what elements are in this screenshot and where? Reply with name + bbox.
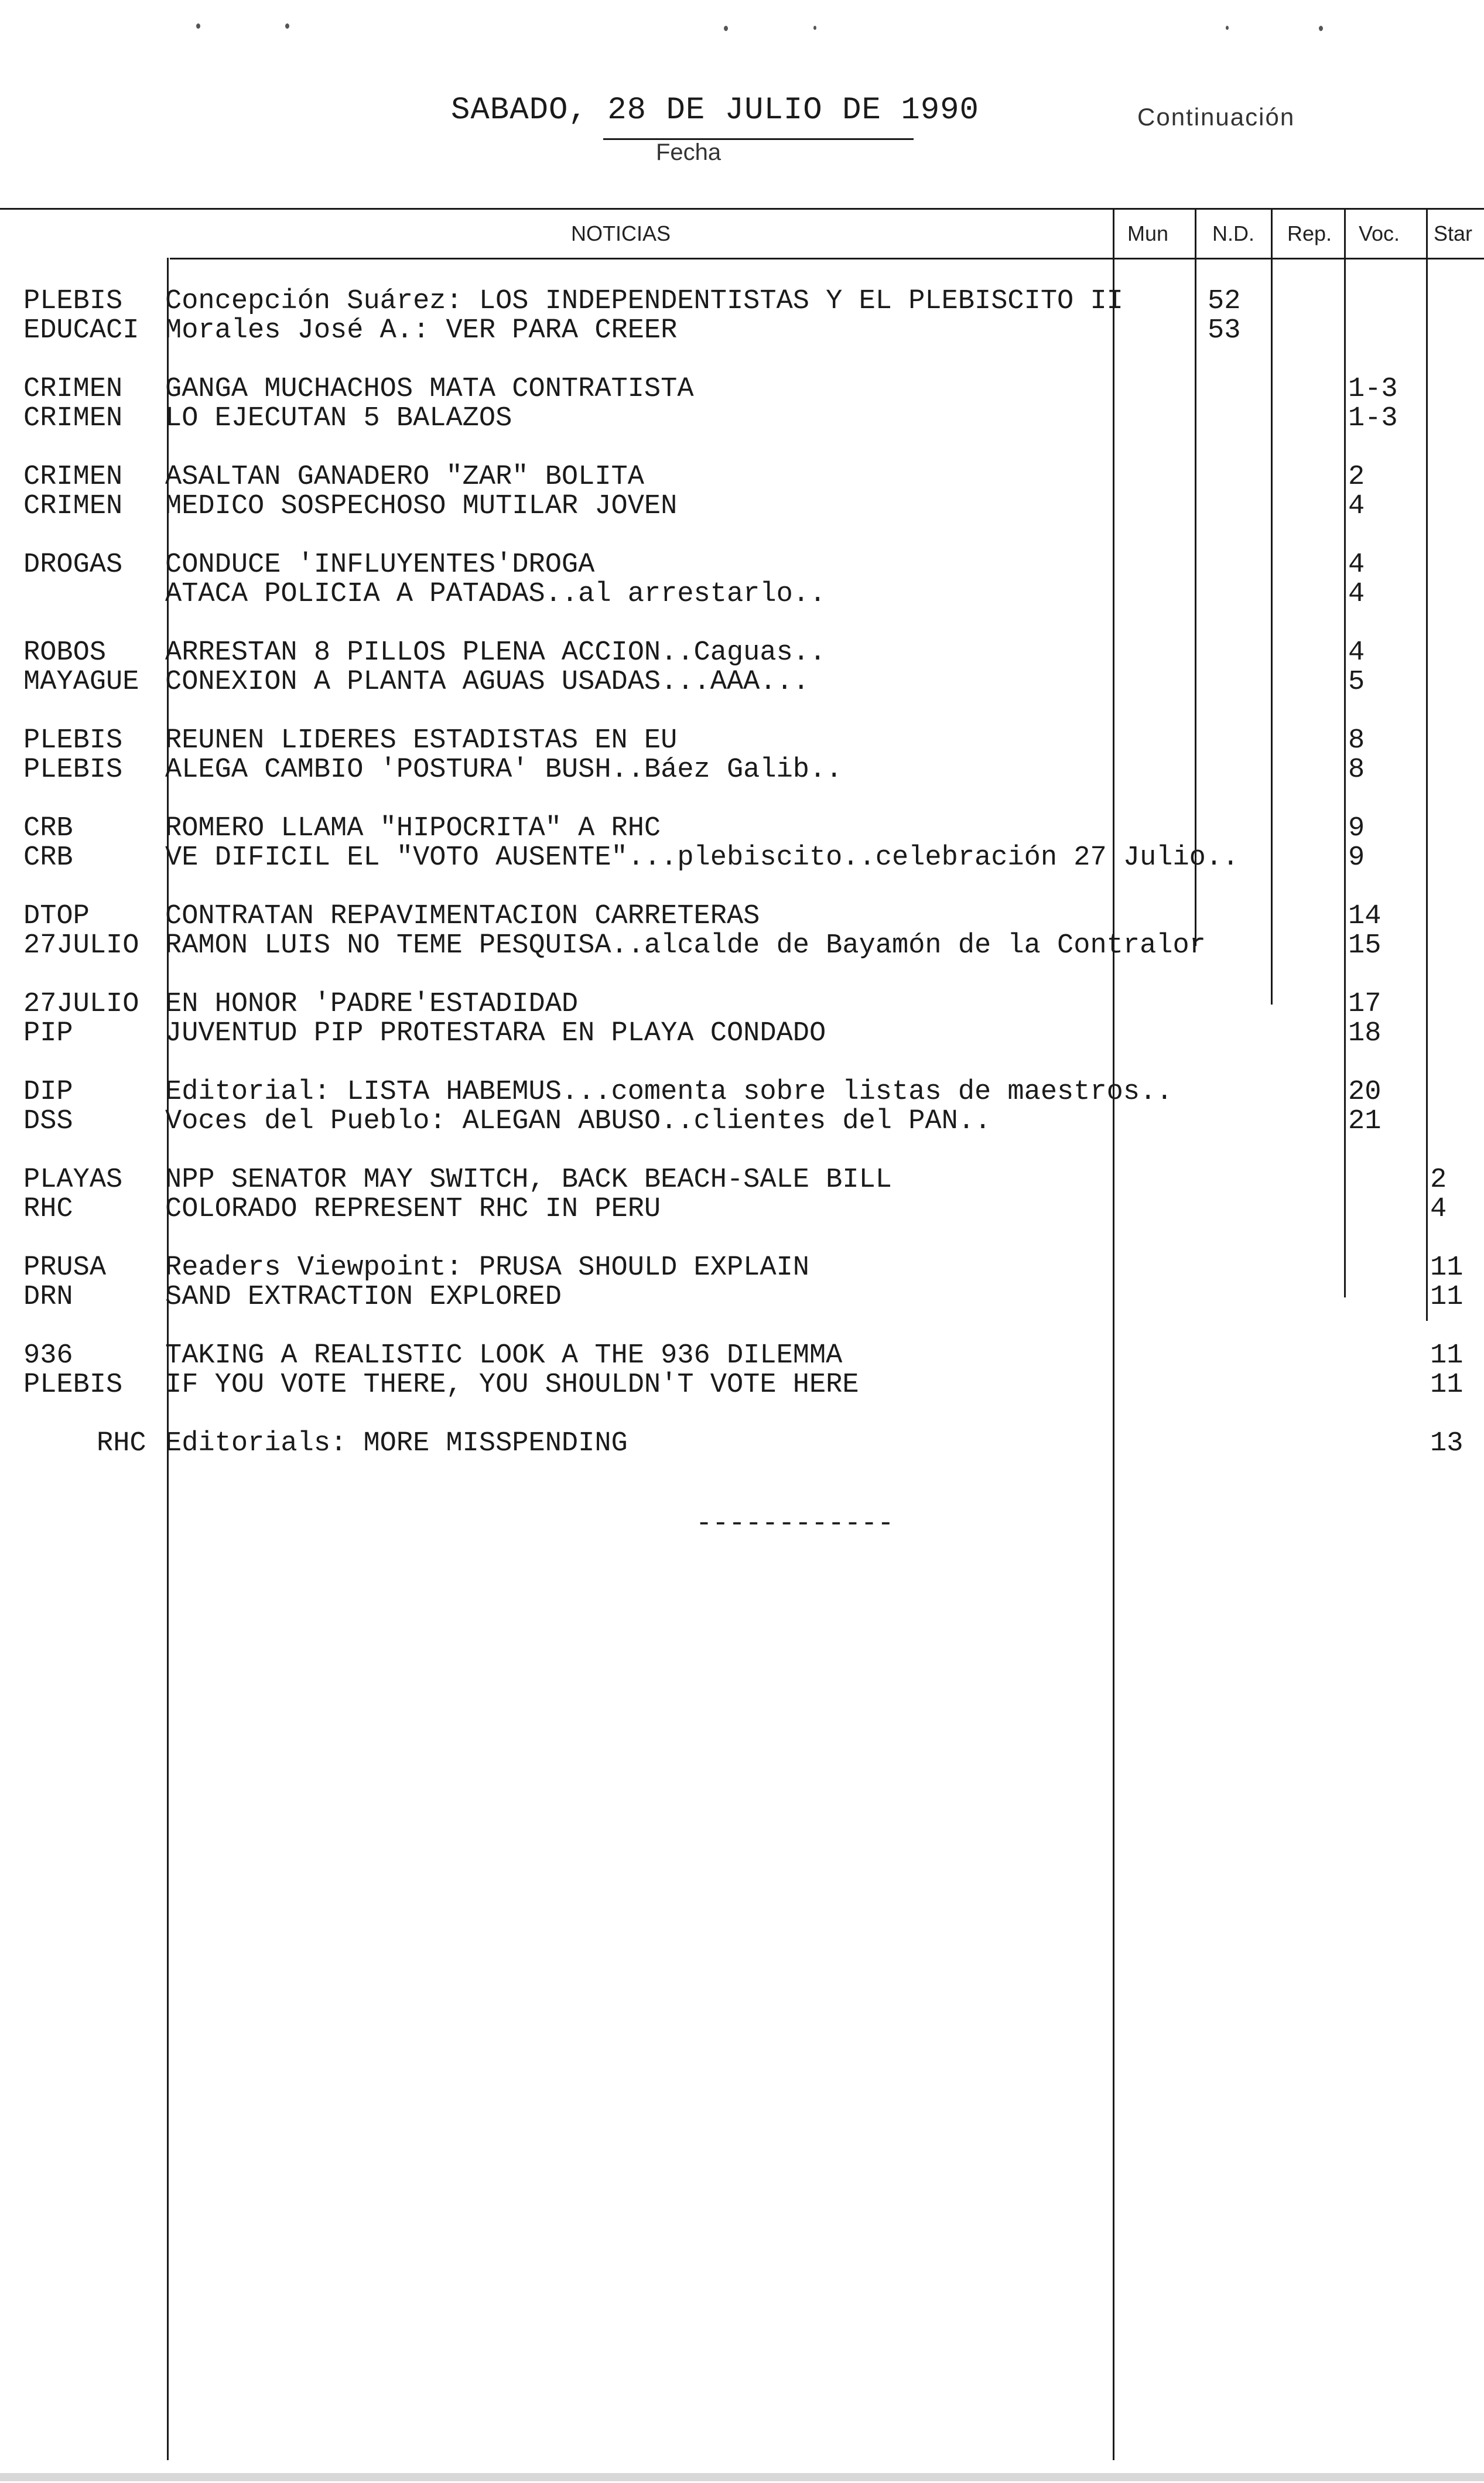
row-voc-page: 2 (1348, 462, 1365, 493)
table-top-rule (0, 208, 1484, 210)
row-voc-page: 4 (1348, 637, 1365, 668)
row-headline: ASALTAN GANADERO "ZAR" BOLITA (165, 462, 644, 493)
row-star-page: 13 (1430, 1428, 1464, 1459)
row-headline: CONEXION A PLANTA AGUAS USADAS...AAA... (165, 667, 809, 698)
row-star-page: 2 (1430, 1164, 1447, 1196)
row-category: DTOP (23, 901, 90, 932)
row-category: CRIMEN (23, 374, 123, 405)
row-headline: VE DIFICIL EL "VOTO AUSENTE"...plebiscito..celebración 27 Julio.. (165, 842, 1239, 873)
row-category: CRIMEN (23, 462, 123, 493)
mun-column-rule (1113, 208, 1114, 2460)
column-header-rep: Rep. (1287, 221, 1332, 245)
row-category: ROBOS (23, 637, 107, 668)
row-voc-page: 1-3 (1348, 374, 1398, 405)
row-voc-page: 4 (1348, 549, 1365, 580)
row-nd-page: 53 (1208, 315, 1241, 346)
row-headline: RAMON LUIS NO TEME PESQUISA..alcalde de Bayamón de la Contralor (165, 930, 1206, 961)
row-category: CRB (23, 842, 73, 873)
continuation-label: Continuación (1137, 103, 1295, 131)
row-star-page: 4 (1430, 1194, 1447, 1225)
row-voc-page: 15 (1348, 930, 1382, 961)
row-category: CRIMEN (23, 403, 123, 434)
row-category: PLEBIS (23, 286, 123, 317)
row-headline: CONTRATAN REPAVIMENTACION CARRETERAS (165, 901, 760, 932)
scan-edge (0, 2473, 1484, 2481)
scan-speck (196, 23, 200, 29)
row-category: PIP (23, 1018, 73, 1049)
row-category: PLEBIS (23, 1369, 123, 1401)
row-headline: ATACA POLICIA A PATADAS..al arrestarlo.. (165, 579, 826, 610)
row-headline: COLORADO REPRESENT RHC IN PERU (165, 1194, 661, 1225)
row-headline: EN HONOR 'PADRE'ESTADIDAD (165, 989, 579, 1020)
row-headline: ALEGA CAMBIO 'POSTURA' BUSH..Báez Galib.. (165, 754, 843, 785)
row-headline: IF YOU VOTE THERE, YOU SHOULDN'T VOTE HERE (165, 1369, 859, 1401)
nd-column-rule (1195, 208, 1196, 946)
row-headline: SAND EXTRACTION EXPLORED (165, 1282, 562, 1313)
row-category: DROGAS (23, 549, 123, 580)
column-header-mun: Mun (1127, 221, 1169, 245)
row-headline: ARRESTAN 8 PILLOS PLENA ACCION..Caguas.. (165, 637, 826, 668)
scan-speck (813, 26, 816, 30)
row-headline: Morales José A.: VER PARA CREER (165, 315, 678, 346)
row-headline: LO EJECUTAN 5 BALAZOS (165, 403, 512, 434)
column-header-voc: Voc. (1359, 221, 1400, 245)
column-header-nd: N.D. (1212, 221, 1254, 245)
row-headline: Voces del Pueblo: ALEGAN ABUSO..clientes del PAN.. (165, 1106, 991, 1137)
row-category: MAYAGUE (23, 667, 139, 698)
row-category: DIP (23, 1077, 73, 1108)
voc-column-rule (1344, 208, 1346, 1297)
date-label: Fecha (656, 139, 722, 165)
row-voc-page: 8 (1348, 725, 1365, 756)
scan-speck (1319, 26, 1323, 31)
row-headline: Editorial: LISTA HABEMUS...comenta sobre listas de maestros.. (165, 1077, 1173, 1108)
row-headline: CONDUCE 'INFLUYENTES'DROGA (165, 549, 595, 580)
row-headline: NPP SENATOR MAY SWITCH, BACK BEACH-SALE BILL (165, 1164, 893, 1196)
row-category: PLAYAS (23, 1164, 123, 1196)
row-category: RHC (23, 1194, 73, 1225)
row-voc-page: 5 (1348, 667, 1365, 698)
row-headline: JUVENTUD PIP PROTESTARA EN PLAYA CONDADO (165, 1018, 826, 1049)
row-category: EDUCACI (23, 315, 139, 346)
row-voc-page: 4 (1348, 579, 1365, 610)
row-headline: Concepción Suárez: LOS INDEPENDENTISTAS Y EL PLEBISCITO II (165, 286, 1123, 317)
row-category: DSS (23, 1106, 73, 1137)
row-category: RHC (97, 1428, 146, 1459)
row-headline: Readers Viewpoint: PRUSA SHOULD EXPLAIN (165, 1252, 809, 1283)
row-category: PRUSA (23, 1252, 107, 1283)
row-category: 936 (23, 1340, 73, 1371)
end-marker: ------------ (696, 1508, 894, 1539)
row-voc-page: 4 (1348, 491, 1365, 522)
row-voc-page: 20 (1348, 1077, 1382, 1108)
row-voc-page: 17 (1348, 989, 1382, 1020)
row-headline: TAKING A REALISTIC LOOK A THE 936 DILEMMA (165, 1340, 843, 1371)
table-header-rule (170, 258, 1484, 259)
row-category: CRB (23, 813, 73, 844)
row-voc-page: 18 (1348, 1018, 1382, 1049)
scan-speck (1226, 26, 1229, 30)
row-voc-page: 1-3 (1348, 403, 1398, 434)
row-category: 27JULIO (23, 989, 139, 1020)
column-header-noticias: NOTICIAS (571, 221, 671, 245)
row-category: PLEBIS (23, 754, 123, 785)
row-voc-page: 14 (1348, 901, 1382, 932)
row-headline: Editorials: MORE MISSPENDING (165, 1428, 628, 1459)
rep-column-rule (1271, 208, 1273, 1005)
row-headline: GANGA MUCHACHOS MATA CONTRATISTA (165, 374, 694, 405)
row-voc-page: 21 (1348, 1106, 1382, 1137)
row-star-page: 11 (1430, 1340, 1464, 1371)
row-voc-page: 8 (1348, 754, 1365, 785)
column-header-star: Star (1434, 221, 1473, 245)
page-date: SABADO, 28 DE JULIO DE 1990 (451, 93, 979, 128)
row-nd-page: 52 (1208, 286, 1241, 317)
row-category: DRN (23, 1282, 73, 1313)
date-underline (603, 138, 914, 140)
row-voc-page: 9 (1348, 842, 1365, 873)
row-headline: MEDICO SOSPECHOSO MUTILAR JOVEN (165, 491, 678, 522)
row-star-page: 11 (1430, 1252, 1464, 1283)
row-star-page: 11 (1430, 1369, 1464, 1401)
row-star-page: 11 (1430, 1282, 1464, 1313)
row-category: 27JULIO (23, 930, 139, 961)
row-voc-page: 9 (1348, 813, 1365, 844)
scan-speck (285, 23, 289, 29)
row-category: PLEBIS (23, 725, 123, 756)
row-headline: ROMERO LLAMA "HIPOCRITA" A RHC (165, 813, 661, 844)
row-headline: REUNEN LIDERES ESTADISTAS EN EU (165, 725, 678, 756)
star-column-rule (1426, 208, 1428, 1321)
row-category: CRIMEN (23, 491, 123, 522)
scan-speck (724, 26, 728, 31)
